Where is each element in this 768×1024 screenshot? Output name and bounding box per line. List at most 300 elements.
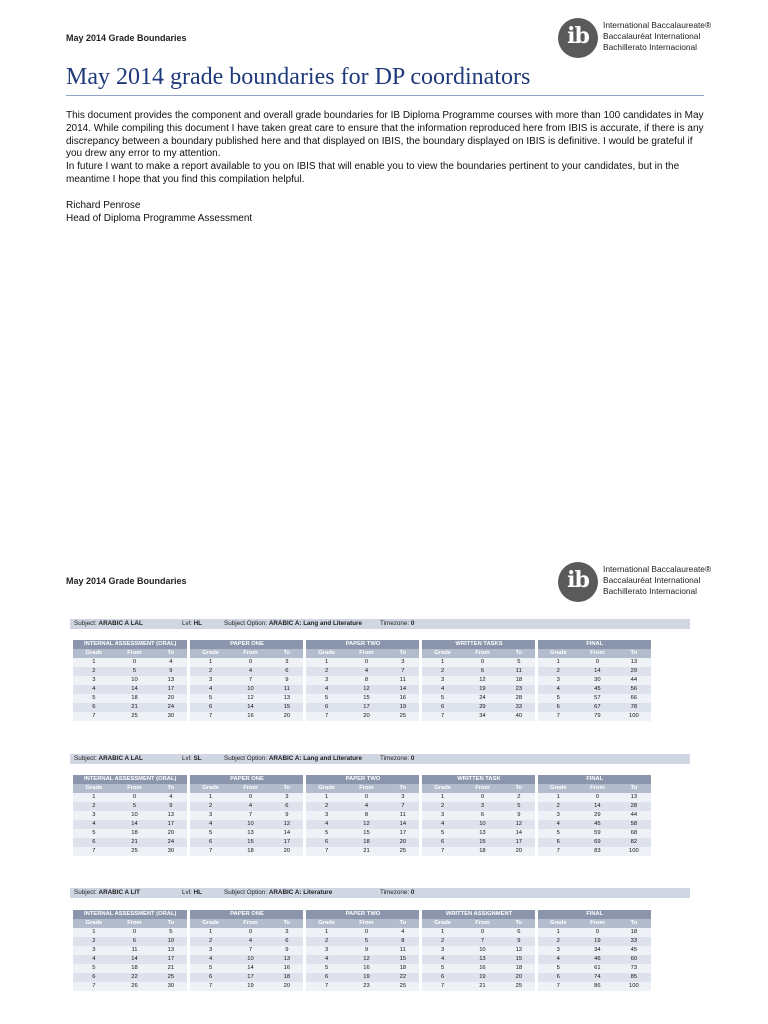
table-cell: 14 [115, 955, 154, 964]
table-cell: 24 [154, 703, 189, 712]
table-cell: 2 [421, 667, 463, 676]
table-cell: 2 [305, 667, 347, 676]
table-cell: 14 [578, 667, 617, 676]
table-row [73, 658, 651, 667]
table-cell: 2 [305, 937, 347, 946]
table-cell: 1 [305, 928, 347, 937]
table-cell: 10 [115, 676, 154, 685]
table-cell: 40 [502, 712, 537, 721]
table-cell: 7 [421, 847, 463, 856]
column-header: Grade [189, 784, 231, 793]
column-header: To [617, 649, 651, 658]
logo-line-3: Bachillerato Internacional [603, 42, 698, 52]
logo-line-1: International Baccalaureate® [603, 564, 712, 574]
table-cell: 22 [386, 973, 421, 982]
table-cell: 5 [154, 928, 189, 937]
table-cell: 4 [231, 667, 270, 676]
column-header: To [154, 649, 189, 658]
table-cell: 5 [189, 964, 231, 973]
table-cell: 3 [270, 928, 305, 937]
table-cell: 3 [189, 811, 231, 820]
component-header: PAPER ONE [189, 640, 305, 649]
table-cell: 100 [617, 847, 651, 856]
table-cell: 68 [617, 829, 651, 838]
table-cell: 0 [347, 928, 386, 937]
table-cell: 20 [154, 694, 189, 703]
table-cell: 25 [115, 847, 154, 856]
table-cell: 2 [537, 937, 578, 946]
table-cell: 25 [386, 982, 421, 991]
table-cell: 3 [73, 676, 115, 685]
table-cell: 22 [115, 973, 154, 982]
table-row [73, 667, 651, 676]
table-cell: 4 [154, 658, 189, 667]
table-cell: 0 [463, 928, 502, 937]
column-header: From [347, 784, 386, 793]
table-cell: 16 [347, 964, 386, 973]
subject-level: HL [193, 889, 202, 896]
component-header: PAPER ONE [189, 775, 305, 784]
component-header: INTERNAL ASSESSMENT (ORAL) [73, 910, 189, 919]
table-cell: 4 [305, 820, 347, 829]
subject-code: ARABIC A LAL [98, 755, 143, 762]
subject-level: SL [193, 755, 202, 762]
table-cell: 14 [115, 820, 154, 829]
table-cell: 33 [617, 937, 651, 946]
table-cell: 17 [270, 838, 305, 847]
table-cell: 66 [617, 694, 651, 703]
table-cell: 6 [73, 838, 115, 847]
table-cell: 45 [578, 820, 617, 829]
subject-bar: Subject: ARABIC A LAL Lvl: SL Subject Option: ARABIC A: Lang and Literature Timezone: 0 [70, 754, 690, 764]
table-cell: 7 [386, 667, 421, 676]
table-cell: 1 [189, 928, 231, 937]
logo-line-2: Baccalauréat International [603, 31, 701, 41]
document-title: May 2014 grade boundaries for DP coordinators [66, 64, 704, 96]
table-cell: 4 [189, 685, 231, 694]
logo-line-1: International Baccalaureate® [603, 20, 712, 30]
table-cell: 6 [115, 937, 154, 946]
table-cell: 2 [537, 667, 578, 676]
column-header: From [578, 649, 617, 658]
table-cell: 1 [305, 658, 347, 667]
table-cell: 86 [578, 982, 617, 991]
table-cell: 6 [189, 703, 231, 712]
table-cell: 12 [502, 946, 537, 955]
table-cell: 6 [502, 928, 537, 937]
table-cell: 3 [305, 946, 347, 955]
table-cell: 15 [347, 694, 386, 703]
table-cell: 14 [578, 802, 617, 811]
table-cell: 12 [347, 820, 386, 829]
table-cell: 1 [421, 658, 463, 667]
table-cell: 7 [231, 676, 270, 685]
table-cell: 29 [578, 811, 617, 820]
table-cell: 13 [617, 658, 651, 667]
table-cell: 5 [115, 667, 154, 676]
column-header: To [502, 784, 537, 793]
subject-option: ARABIC A: Literature [268, 889, 333, 896]
table-cell: 30 [578, 676, 617, 685]
table-cell: 14 [231, 703, 270, 712]
table-cell: 5 [189, 829, 231, 838]
table-cell: 4 [347, 802, 386, 811]
table-cell: 4 [386, 928, 421, 937]
table-cell: 8 [347, 676, 386, 685]
table-cell: 2 [73, 802, 115, 811]
table-row [73, 820, 651, 829]
table-cell: 0 [115, 658, 154, 667]
table-row [73, 964, 651, 973]
table-row [73, 793, 651, 802]
table-cell: 21 [463, 982, 502, 991]
column-header: To [502, 919, 537, 928]
table-cell: 5 [73, 964, 115, 973]
signature-title: Head of Diploma Programme Assessment [66, 212, 253, 224]
table-cell: 69 [578, 838, 617, 847]
table-cell: 19 [231, 982, 270, 991]
table-cell: 0 [115, 793, 154, 802]
table-cell: 7 [421, 712, 463, 721]
table-cell: 19 [463, 685, 502, 694]
column-header: Grade [537, 649, 578, 658]
table-cell: 10 [231, 820, 270, 829]
column-header: From [347, 649, 386, 658]
component-header: PAPER ONE [189, 910, 305, 919]
table-cell: 34 [463, 712, 502, 721]
table-cell: 5 [73, 694, 115, 703]
table-cell: 4 [421, 820, 463, 829]
page-header-label: May 2014 Grade Boundaries [66, 33, 187, 43]
table-cell: 5 [73, 829, 115, 838]
table-cell: 18 [115, 964, 154, 973]
table-cell: 17 [154, 685, 189, 694]
table-cell: 5 [421, 964, 463, 973]
component-header: INTERNAL ASSESSMENT (ORAL) [73, 775, 189, 784]
table-cell: 30 [154, 847, 189, 856]
table-cell: 9 [347, 946, 386, 955]
table-row [73, 973, 651, 982]
table-cell: 17 [347, 703, 386, 712]
table-cell: 1 [189, 658, 231, 667]
table-cell: 12 [347, 955, 386, 964]
table-cell: 4 [305, 955, 347, 964]
subject-option: ARABIC A: Lang and Literature [268, 620, 362, 627]
table-cell: 15 [502, 955, 537, 964]
logo-line-3: Bachillerato Internacional [603, 586, 698, 596]
table-cell: 23 [502, 685, 537, 694]
table-cell: 4 [537, 955, 578, 964]
table-cell: 2 [537, 802, 578, 811]
table-cell: 5 [305, 964, 347, 973]
table-cell: 14 [115, 685, 154, 694]
table-cell: 0 [463, 658, 502, 667]
table-cell: 1 [73, 658, 115, 667]
table-cell: 19 [386, 703, 421, 712]
table-cell: 3 [73, 811, 115, 820]
table-cell: 4 [189, 955, 231, 964]
table-row [73, 838, 651, 847]
table-cell: 6 [421, 703, 463, 712]
table-cell: 29 [463, 703, 502, 712]
table-cell: 20 [502, 973, 537, 982]
table-cell: 1 [73, 793, 115, 802]
table-cell: 18 [502, 676, 537, 685]
component-header: WRITTEN TASKS [421, 640, 537, 649]
table-cell: 9 [502, 811, 537, 820]
table-cell: 17 [386, 829, 421, 838]
table-cell: 26 [115, 982, 154, 991]
table-cell: 4 [231, 937, 270, 946]
table-row [73, 928, 651, 937]
table-cell: 18 [617, 928, 651, 937]
table-cell: 21 [115, 703, 154, 712]
table-cell: 74 [578, 973, 617, 982]
table-cell: 10 [231, 955, 270, 964]
table-cell: 5 [502, 658, 537, 667]
table-cell: 1 [189, 793, 231, 802]
table-cell: 8 [386, 937, 421, 946]
table-cell: 18 [386, 964, 421, 973]
column-header: From [578, 919, 617, 928]
component-header: INTERNAL ASSESSMENT (ORAL) [73, 640, 189, 649]
table-cell: 24 [463, 694, 502, 703]
column-header: Grade [305, 649, 347, 658]
table-cell: 15 [270, 703, 305, 712]
signature [66, 200, 252, 226]
table-cell: 3 [189, 946, 231, 955]
table-cell: 9 [154, 802, 189, 811]
table-cell: 18 [270, 973, 305, 982]
table-cell: 4 [73, 820, 115, 829]
component-header: FINAL [537, 910, 651, 919]
table-cell: 1 [537, 928, 578, 937]
table-cell: 11 [386, 811, 421, 820]
table-cell: 6 [73, 973, 115, 982]
column-header: To [502, 649, 537, 658]
column-header: Grade [189, 649, 231, 658]
column-header: From [463, 919, 502, 928]
intro-text [66, 110, 706, 187]
table-cell: 82 [617, 838, 651, 847]
table-cell: 10 [115, 811, 154, 820]
table-cell: 0 [347, 658, 386, 667]
table-cell: 6 [537, 838, 578, 847]
table-cell: 16 [463, 964, 502, 973]
table-cell: 73 [617, 964, 651, 973]
table-cell: 1 [537, 658, 578, 667]
table-cell: 16 [386, 694, 421, 703]
table-row [73, 946, 651, 955]
table-cell: 85 [617, 973, 651, 982]
table-cell: 6 [305, 703, 347, 712]
grade-boundary-table [73, 640, 651, 721]
table-cell: 3 [537, 946, 578, 955]
table-cell: 79 [578, 712, 617, 721]
table-row [73, 685, 651, 694]
table-cell: 10 [463, 820, 502, 829]
column-header: Grade [73, 919, 115, 928]
signature-name: Richard Penrose [66, 200, 141, 211]
column-header: From [463, 649, 502, 658]
table-cell: 3 [421, 676, 463, 685]
subject-level: HL [193, 620, 202, 627]
component-header: PAPER TWO [305, 910, 421, 919]
table-cell: 12 [502, 820, 537, 829]
table-cell: 3 [421, 811, 463, 820]
subject-bar: Subject: ARABIC A LIT Lvl: HL Subject Option: ARABIC A: Literature Timezone: 0 [70, 888, 690, 898]
table-cell: 20 [270, 847, 305, 856]
table-cell: 3 [305, 676, 347, 685]
grade-boundary-table [73, 775, 651, 856]
table-row [73, 829, 651, 838]
table-cell: 3 [386, 793, 421, 802]
table-cell: 45 [578, 685, 617, 694]
table-cell: 4 [305, 685, 347, 694]
table-cell: 7 [537, 712, 578, 721]
ib-logo [558, 18, 738, 60]
table-cell: 7 [305, 847, 347, 856]
column-header: To [386, 784, 421, 793]
table-cell: 13 [463, 829, 502, 838]
table-cell: 57 [578, 694, 617, 703]
table-cell: 20 [386, 838, 421, 847]
table-cell: 3 [305, 811, 347, 820]
component-header: FINAL [537, 775, 651, 784]
logo-line-2: Baccalauréat International [603, 575, 701, 585]
table-row [73, 703, 651, 712]
table-cell: 13 [463, 955, 502, 964]
table-cell: 5 [537, 964, 578, 973]
table-cell: 11 [270, 685, 305, 694]
column-header: To [270, 784, 305, 793]
table-cell: 11 [502, 667, 537, 676]
table-cell: 0 [578, 928, 617, 937]
table-cell: 9 [270, 946, 305, 955]
table-cell: 18 [115, 829, 154, 838]
table-cell: 30 [154, 712, 189, 721]
table-cell: 21 [154, 964, 189, 973]
table-cell: 18 [231, 847, 270, 856]
table-cell: 10 [463, 946, 502, 955]
table-cell: 67 [578, 703, 617, 712]
table-cell: 5 [347, 937, 386, 946]
table-cell: 5 [421, 694, 463, 703]
table-cell: 4 [73, 685, 115, 694]
table-cell: 10 [231, 685, 270, 694]
table-cell: 2 [189, 667, 231, 676]
subject-timezone: 0 [410, 889, 415, 896]
column-header: Grade [421, 919, 463, 928]
table-row [73, 955, 651, 964]
table-cell: 0 [115, 928, 154, 937]
table-cell: 2 [189, 937, 231, 946]
table-cell: 12 [463, 676, 502, 685]
table-cell: 21 [115, 838, 154, 847]
column-header: From [115, 649, 154, 658]
column-header: To [386, 919, 421, 928]
table-row [73, 694, 651, 703]
ib-seal-icon: ib [558, 562, 598, 602]
table-cell: 8 [347, 811, 386, 820]
table-cell: 7 [189, 712, 231, 721]
table-cell: 6 [270, 667, 305, 676]
table-cell: 28 [617, 802, 651, 811]
table-cell: 4 [189, 820, 231, 829]
column-header: From [231, 649, 270, 658]
component-header: PAPER TWO [305, 775, 421, 784]
table-cell: 6 [73, 703, 115, 712]
table-cell: 3 [537, 676, 578, 685]
table-cell: 0 [231, 928, 270, 937]
table-cell: 14 [502, 829, 537, 838]
table-cell: 21 [347, 847, 386, 856]
column-header: Grade [73, 784, 115, 793]
component-header: WRITTEN TASK [421, 775, 537, 784]
column-header: To [386, 649, 421, 658]
table-cell: 61 [578, 964, 617, 973]
table-cell: 6 [463, 667, 502, 676]
table-cell: 1 [421, 928, 463, 937]
table-row [73, 847, 651, 856]
table-cell: 45 [617, 946, 651, 955]
table-cell: 6 [305, 973, 347, 982]
column-header: Grade [421, 784, 463, 793]
table-cell: 18 [502, 964, 537, 973]
table-cell: 0 [231, 793, 270, 802]
table-cell: 5 [421, 829, 463, 838]
column-header: From [115, 784, 154, 793]
table-cell: 4 [537, 685, 578, 694]
table-cell: 25 [115, 712, 154, 721]
table-cell: 1 [537, 793, 578, 802]
table-cell: 14 [386, 820, 421, 829]
table-cell: 12 [270, 820, 305, 829]
table-cell: 19 [463, 973, 502, 982]
table-cell: 20 [270, 982, 305, 991]
table-cell: 1 [421, 793, 463, 802]
column-header: From [347, 919, 386, 928]
column-header: From [115, 919, 154, 928]
table-cell: 14 [386, 685, 421, 694]
component-header: FINAL [537, 640, 651, 649]
table-cell: 59 [578, 829, 617, 838]
table-cell: 13 [270, 955, 305, 964]
table-cell: 7 [421, 982, 463, 991]
table-cell: 0 [578, 658, 617, 667]
column-header: From [231, 784, 270, 793]
table-cell: 7 [189, 982, 231, 991]
table-cell: 15 [463, 838, 502, 847]
table-cell: 9 [502, 937, 537, 946]
table-cell: 5 [189, 694, 231, 703]
subject-option: ARABIC A: Lang and Literature [268, 755, 362, 762]
column-header: From [463, 784, 502, 793]
table-cell: 1 [73, 928, 115, 937]
table-cell: 2 [421, 802, 463, 811]
table-cell: 7 [189, 847, 231, 856]
table-cell: 11 [386, 676, 421, 685]
table-cell: 16 [231, 712, 270, 721]
table-cell: 0 [231, 658, 270, 667]
table-cell: 14 [270, 829, 305, 838]
ib-seal-icon: ib [558, 18, 598, 58]
column-header: Grade [421, 649, 463, 658]
table-cell: 25 [502, 982, 537, 991]
table-cell: 34 [578, 946, 617, 955]
column-header: Grade [189, 919, 231, 928]
ib-logo-2 [558, 562, 738, 604]
